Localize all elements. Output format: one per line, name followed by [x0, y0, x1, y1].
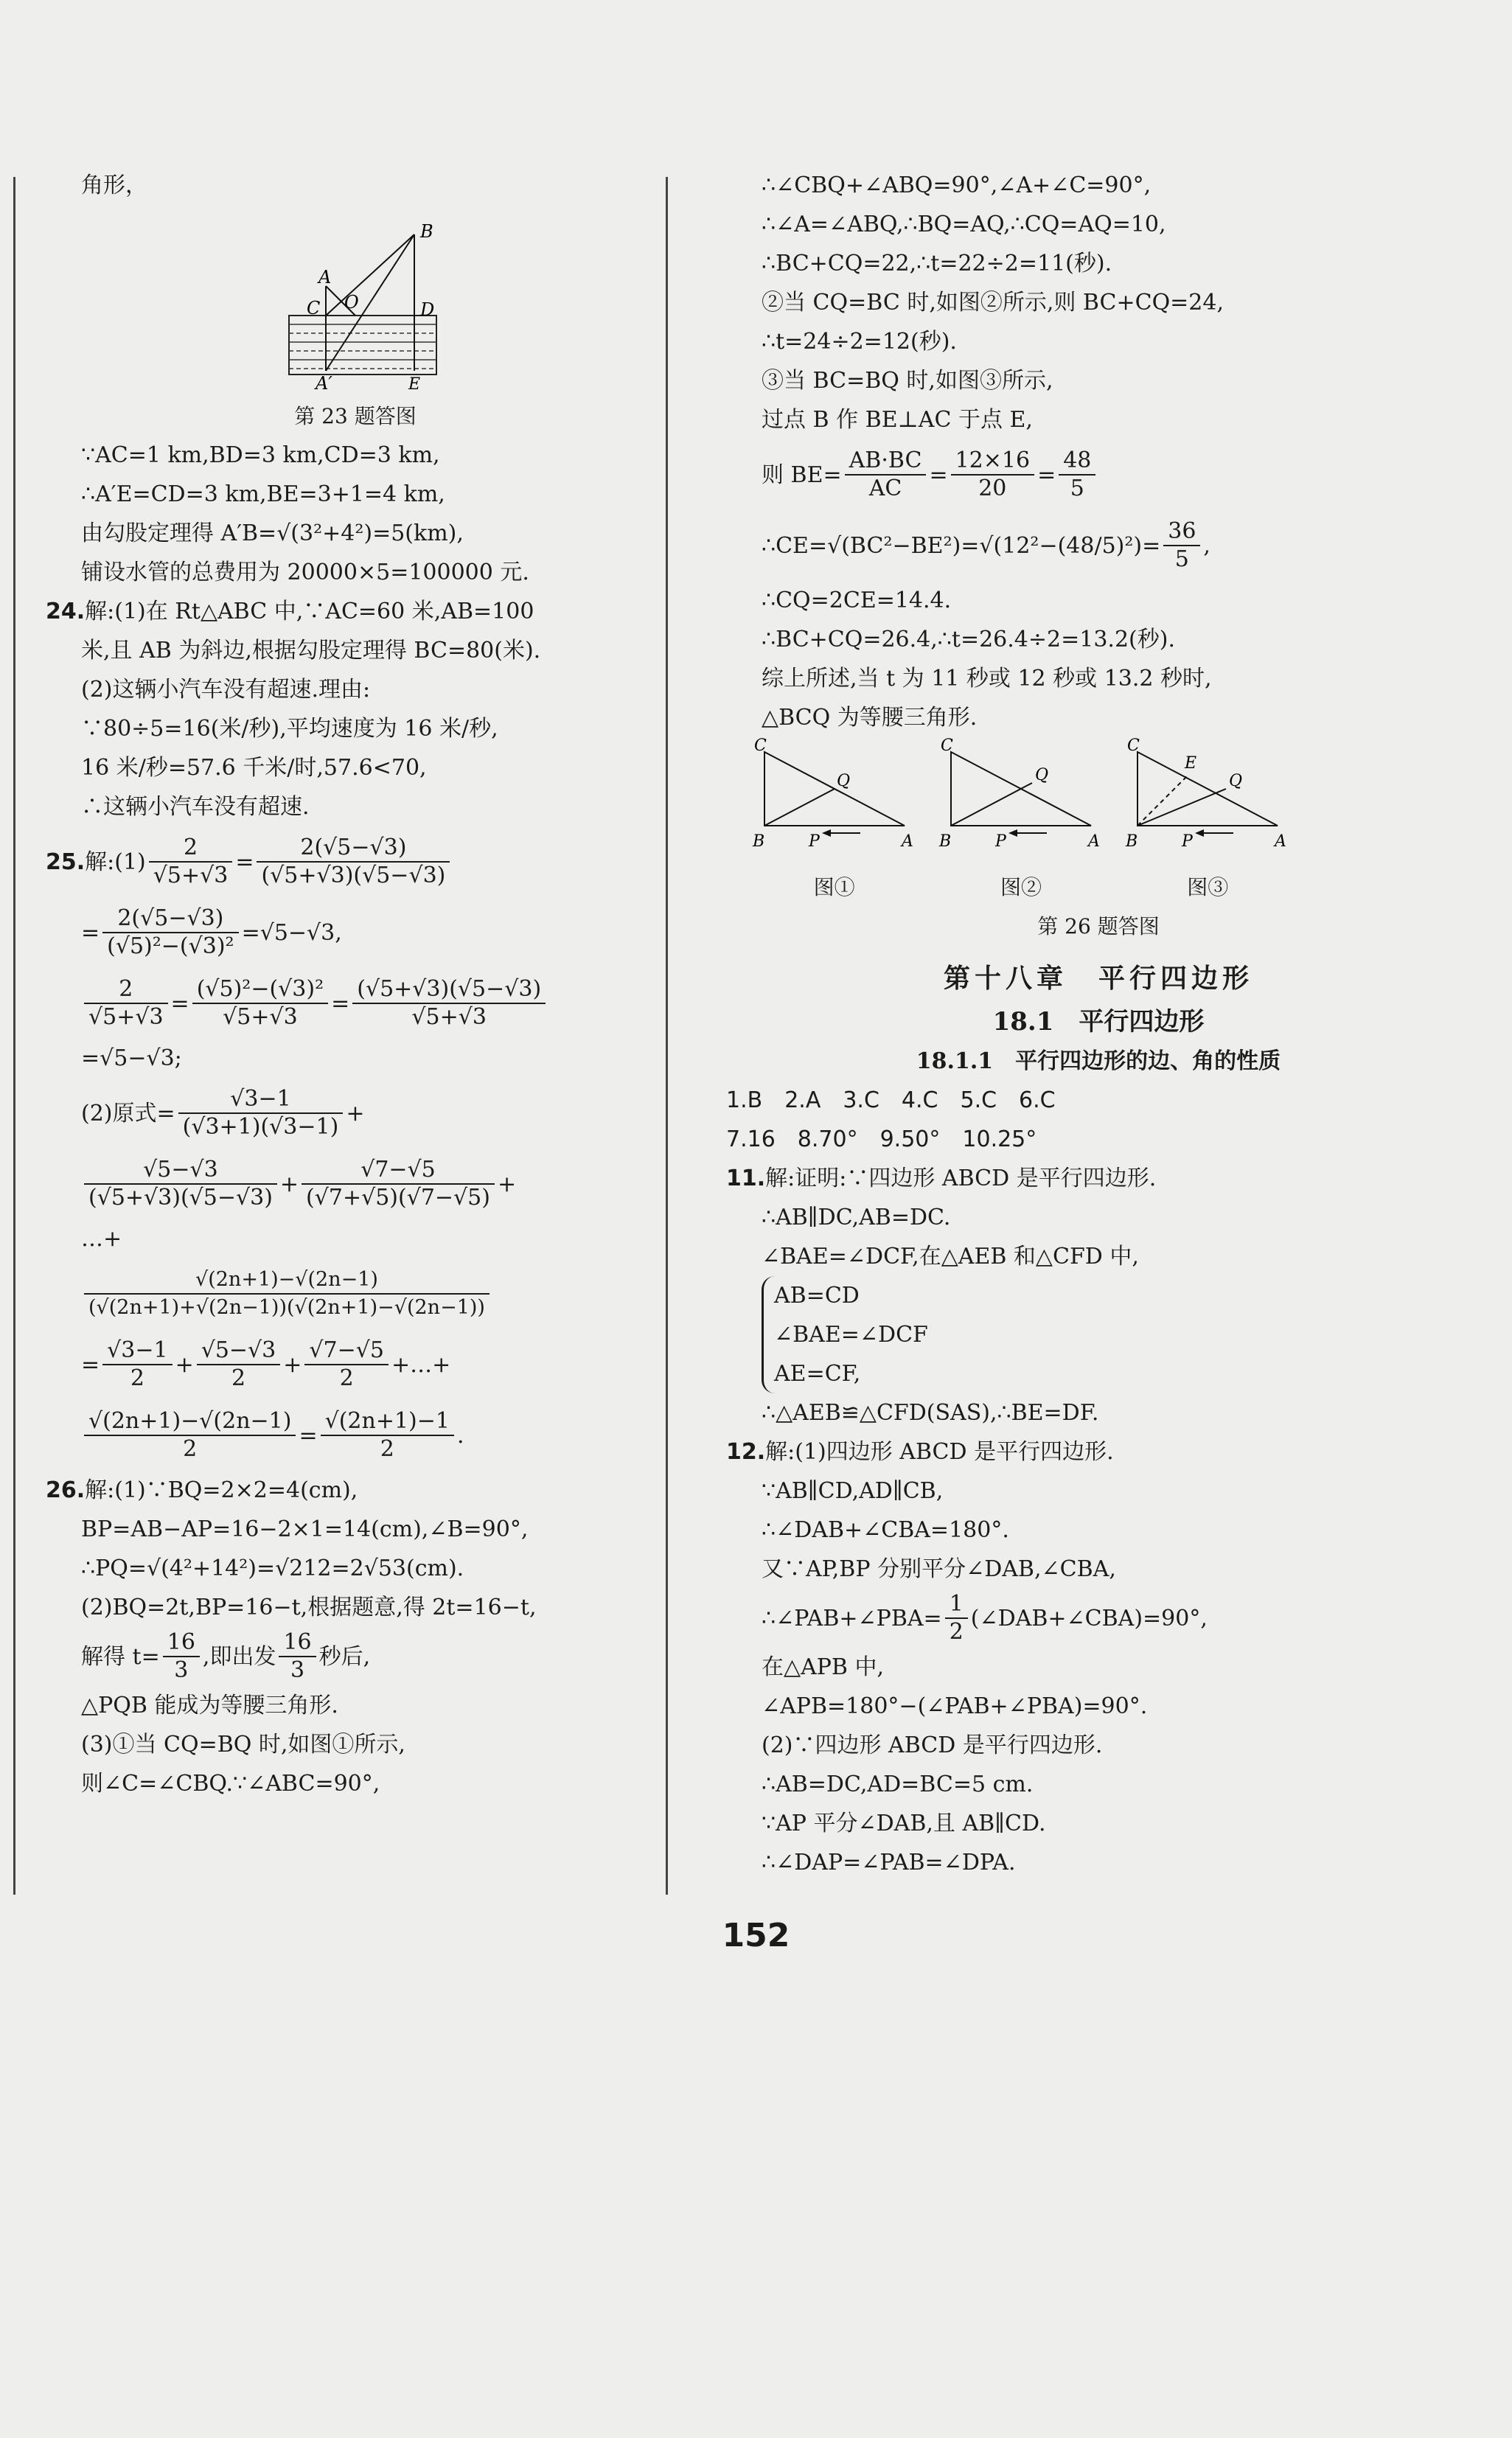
text-line: (2)∵四边形 ABCD 是平行四边形.	[762, 1732, 1103, 1758]
text-line: (3)①当 CQ=BQ 时,如图①所示,	[81, 1732, 405, 1758]
text-line: ∴BC+CQ=26.4,∴t=26.4÷2=13.2(秒).	[762, 627, 1175, 652]
label-q: Q	[1229, 772, 1243, 790]
text-line: ∴PQ=√(4²+14²)=√212=2√53(cm).	[81, 1556, 464, 1581]
math-line: 则 BE= $\frac{AB\cdot BC}{AC}$ = $\frac{12\times 16}{20}$ = $\frac{48}{5}$	[726, 439, 1471, 510]
text-line: 铺设水管的总费用为 20000×5=100000 元.	[81, 560, 529, 585]
label-p: P	[994, 832, 1006, 851]
label-q: Q	[1034, 766, 1049, 784]
question-25-line-1: 25. 解:(1) $\frac{2}{√5+√3}$ = $\frac{2(√5-√3)}{(√5+√3)(√5-√3)}$	[46, 826, 665, 897]
label-q: Q	[836, 772, 850, 790]
right-column	[726, 166, 1471, 1882]
text-line: △PQB 能成为等腰三角形.	[81, 1693, 338, 1718]
label-c: C	[1127, 737, 1140, 755]
fig23-label-c: C	[307, 298, 321, 318]
label-e: E	[1185, 754, 1197, 773]
figure-label: 图③	[1187, 875, 1229, 899]
text-line: ∴t=24÷2=12(秒).	[762, 329, 957, 355]
text-line: (2)这辆小汽车没有超速.理由:	[81, 677, 371, 703]
text-line: ∴AB∥DC,AB=DC.	[762, 1205, 951, 1230]
label-p: P	[1182, 832, 1194, 851]
math-line: $\frac{√(2n+1)-√(2n-1)}{2}$ = $\frac{√(2n+1)-1}{2}$ .	[46, 1400, 665, 1471]
text-line: ∵AP 平分∠DAB,且 AB∥CD.	[762, 1811, 1046, 1836]
text-line: BP=AB−AP=16−2×1=14(cm),∠B=90°,	[81, 1516, 529, 1542]
figure-label: 图①	[813, 875, 855, 899]
figure-26-1	[750, 737, 919, 907]
text-line: ∴BC+CQ=22,∴t=22÷2=11(秒).	[762, 251, 1112, 276]
text-line: ∠BAE=∠DCF	[774, 1322, 928, 1348]
left-column	[46, 166, 665, 1803]
text-line: ∴∠CBQ+∠ABQ=90°,∠A+∠C=90°,	[762, 173, 1152, 198]
math-line: = $\frac{√3-1}{2}$ + $\frac{√5-√3}{2}$ + $\frac{√7-√5}{2}$ +…+	[81, 1337, 451, 1391]
math-line: ∴∠PAB+∠PBA= $\frac{1}{2}$ (∠DAB+∠CBA)=90°,	[762, 1591, 1208, 1645]
figure-26-3	[1123, 737, 1292, 907]
text-line: ∴A′E=CD=3 km,BE=3+1=4 km,	[81, 481, 445, 507]
math-line: $\frac{√(2n+1)-√(2n-1)}{(√(2n+1)+√(2n-1))(√(2n+1)-√(2n-1))}$	[46, 1258, 665, 1329]
text-line: 由勾股定理得 A′B=√(3²+4²)=5(km),	[81, 520, 464, 546]
question-number: 26.	[46, 1477, 86, 1503]
text-line: ∴∠A=∠ABQ,∴BQ=AQ,∴CQ=AQ=10,	[762, 212, 1166, 237]
text-line: ③当 BC=BQ 时,如图③所示,	[762, 368, 1053, 394]
fig23-label-b: B	[420, 221, 433, 242]
text-line: 解:(1)在 Rt△ABC 中,∵AC=60 米,AB=100	[85, 599, 534, 624]
text-line: 解:(1)四边形 ABCD 是平行四边形.	[765, 1439, 1114, 1465]
text-line: 在△APB 中,	[762, 1654, 885, 1680]
text-line: ∴这辆小汽车没有超速.	[81, 794, 310, 820]
fig23-label-d: D	[420, 299, 435, 320]
text-line: ∠BAE=∠DCF,在△AEB 和△CFD 中,	[762, 1244, 1139, 1269]
answer-key-line: 7.16 8.70° 9.50° 10.25°	[726, 1126, 1037, 1152]
fig23-label-o: O	[344, 292, 359, 313]
question-number: 24.	[46, 599, 86, 624]
math-line: =√5−√3;	[81, 1045, 182, 1071]
question-number: 12.	[726, 1439, 766, 1465]
fig23-label-a: A	[318, 267, 332, 288]
figure-26-group	[741, 737, 1301, 907]
figure-23-caption: 第 23 题答图	[294, 404, 417, 428]
question-26	[46, 1471, 665, 1510]
left-margin-rule	[13, 177, 15, 1895]
math-line: $\frac{√5-√3}{(√5+√3)(√5-√3)}$ + $\frac{√7-√5}{(√7+√5)(√7-√5)}$ +	[46, 1149, 665, 1219]
text-line: 综上所述,当 t 为 11 秒或 12 秒或 13.2 秒时,	[762, 666, 1212, 692]
text-line: 过点 B 作 BE⊥AC 于点 E,	[762, 407, 1033, 433]
label-a: A	[1087, 832, 1100, 851]
text-line: ∴∠DAB+∠CBA=180°.	[762, 1517, 1009, 1543]
fig23-label-aprime: A′	[316, 373, 332, 394]
text-line: ∠APB=180°−(∠PAB+∠PBA)=90°.	[762, 1693, 1148, 1719]
text-line: 米,且 AB 为斜边,根据勾股定理得 BC=80(米).	[81, 638, 541, 664]
label-a: A	[901, 832, 913, 851]
page-number: 152	[722, 1917, 790, 1954]
text-line: ∴∠DAP=∠PAB=∠DPA.	[762, 1850, 1016, 1875]
text-line: ∴AB=DC,AD=BC=5 cm.	[762, 1772, 1034, 1797]
subsection-title: 18.1.1 平行四边形的边、角的性质	[916, 1048, 1281, 1074]
figure-26-2	[936, 737, 1106, 907]
column-divider	[666, 177, 668, 1895]
text-line: ②当 CQ=BC 时,如图②所示,则 BC+CQ=24,	[762, 290, 1224, 316]
fig23-label-e: E	[408, 375, 421, 394]
section-title: 18.1 平行四边形	[992, 1007, 1205, 1037]
text-line: ∴CQ=2CE=14.4.	[762, 588, 952, 613]
figure-23	[245, 205, 466, 397]
text-line: ∵80÷5=16(米/秒),平均速度为 16 米/秒,	[81, 716, 498, 742]
text-line: 解:(1)∵BQ=2×2=4(cm),	[85, 1477, 358, 1503]
text-line: ∴△AEB≌△CFD(SAS),∴BE=DF.	[762, 1400, 1099, 1426]
answer-key-line: 1.B 2.A 3.C 4.C 5.C 6.C	[726, 1087, 1056, 1113]
text-line: ∵AC=1 km,BD=3 km,CD=3 km,	[81, 442, 440, 468]
label-a: A	[1275, 832, 1287, 851]
math-line: 解得 t= $\frac{16}{3}$ ,即出发 $\frac{16}{3}$ 秒后,	[81, 1629, 371, 1683]
math-line: = $\frac{2(√5-√3)}{\text{(√5)²−(√3)²}}$ =√5−√3,	[81, 905, 342, 959]
text-line: AB=CD	[774, 1283, 860, 1309]
text-line: 角形，	[81, 173, 147, 198]
figure-26-caption: 第 26 题答图	[1037, 914, 1160, 938]
question-24	[46, 592, 665, 631]
question-number: 11.	[726, 1166, 766, 1191]
math-line: $\frac{2}{√5+√3}$ = $\frac{\text{(√5)²−(√3)²}}{√5+√3}$ = $\frac{(√5+√3)(√5-√3)}{√5+√3}$	[46, 968, 665, 1039]
text-line: 解:证明:∵四边形 ABCD 是平行四边形.	[765, 1166, 1157, 1191]
text-line: ∵AB∥CD,AD∥CB,	[762, 1478, 944, 1504]
math-line: …+	[81, 1226, 122, 1252]
equation-system	[762, 1276, 928, 1393]
math-line: (2)原式= $\frac{√3-1}{(√3+1)(√3-1)}$ +	[81, 1086, 365, 1140]
chapter-title: 第十八章 平行四边形	[943, 963, 1253, 994]
question-number: 25.	[46, 849, 86, 875]
math-line: ∴CE=√(BC²−BE²)=√(12²−(48/5)²)= $\frac{36}{5}$ ,	[762, 518, 1210, 572]
label-b: B	[752, 832, 764, 851]
text-line: AE=CF,	[774, 1361, 861, 1387]
figure-label: 图②	[1000, 875, 1042, 899]
question-11	[726, 1159, 1471, 1198]
text-line: 又∵AP,BP 分别平分∠DAB,∠CBA,	[762, 1556, 1116, 1582]
question-12	[726, 1432, 1471, 1471]
label-b: B	[1126, 832, 1138, 851]
text-line: (2)BQ=2t,BP=16−t,根据题意,得 2t=16−t,	[81, 1595, 537, 1620]
text-line: 则∠C=∠CBQ.∵∠ABC=90°,	[81, 1771, 380, 1797]
label-c: C	[753, 737, 767, 755]
text-line: △BCQ 为等腰三角形.	[762, 705, 978, 731]
text-line: 16 米/秒=57.6 千米/时,57.6<70,	[81, 755, 427, 781]
label-b: B	[938, 832, 952, 851]
label-p: P	[808, 832, 820, 851]
label-c: C	[940, 737, 953, 755]
